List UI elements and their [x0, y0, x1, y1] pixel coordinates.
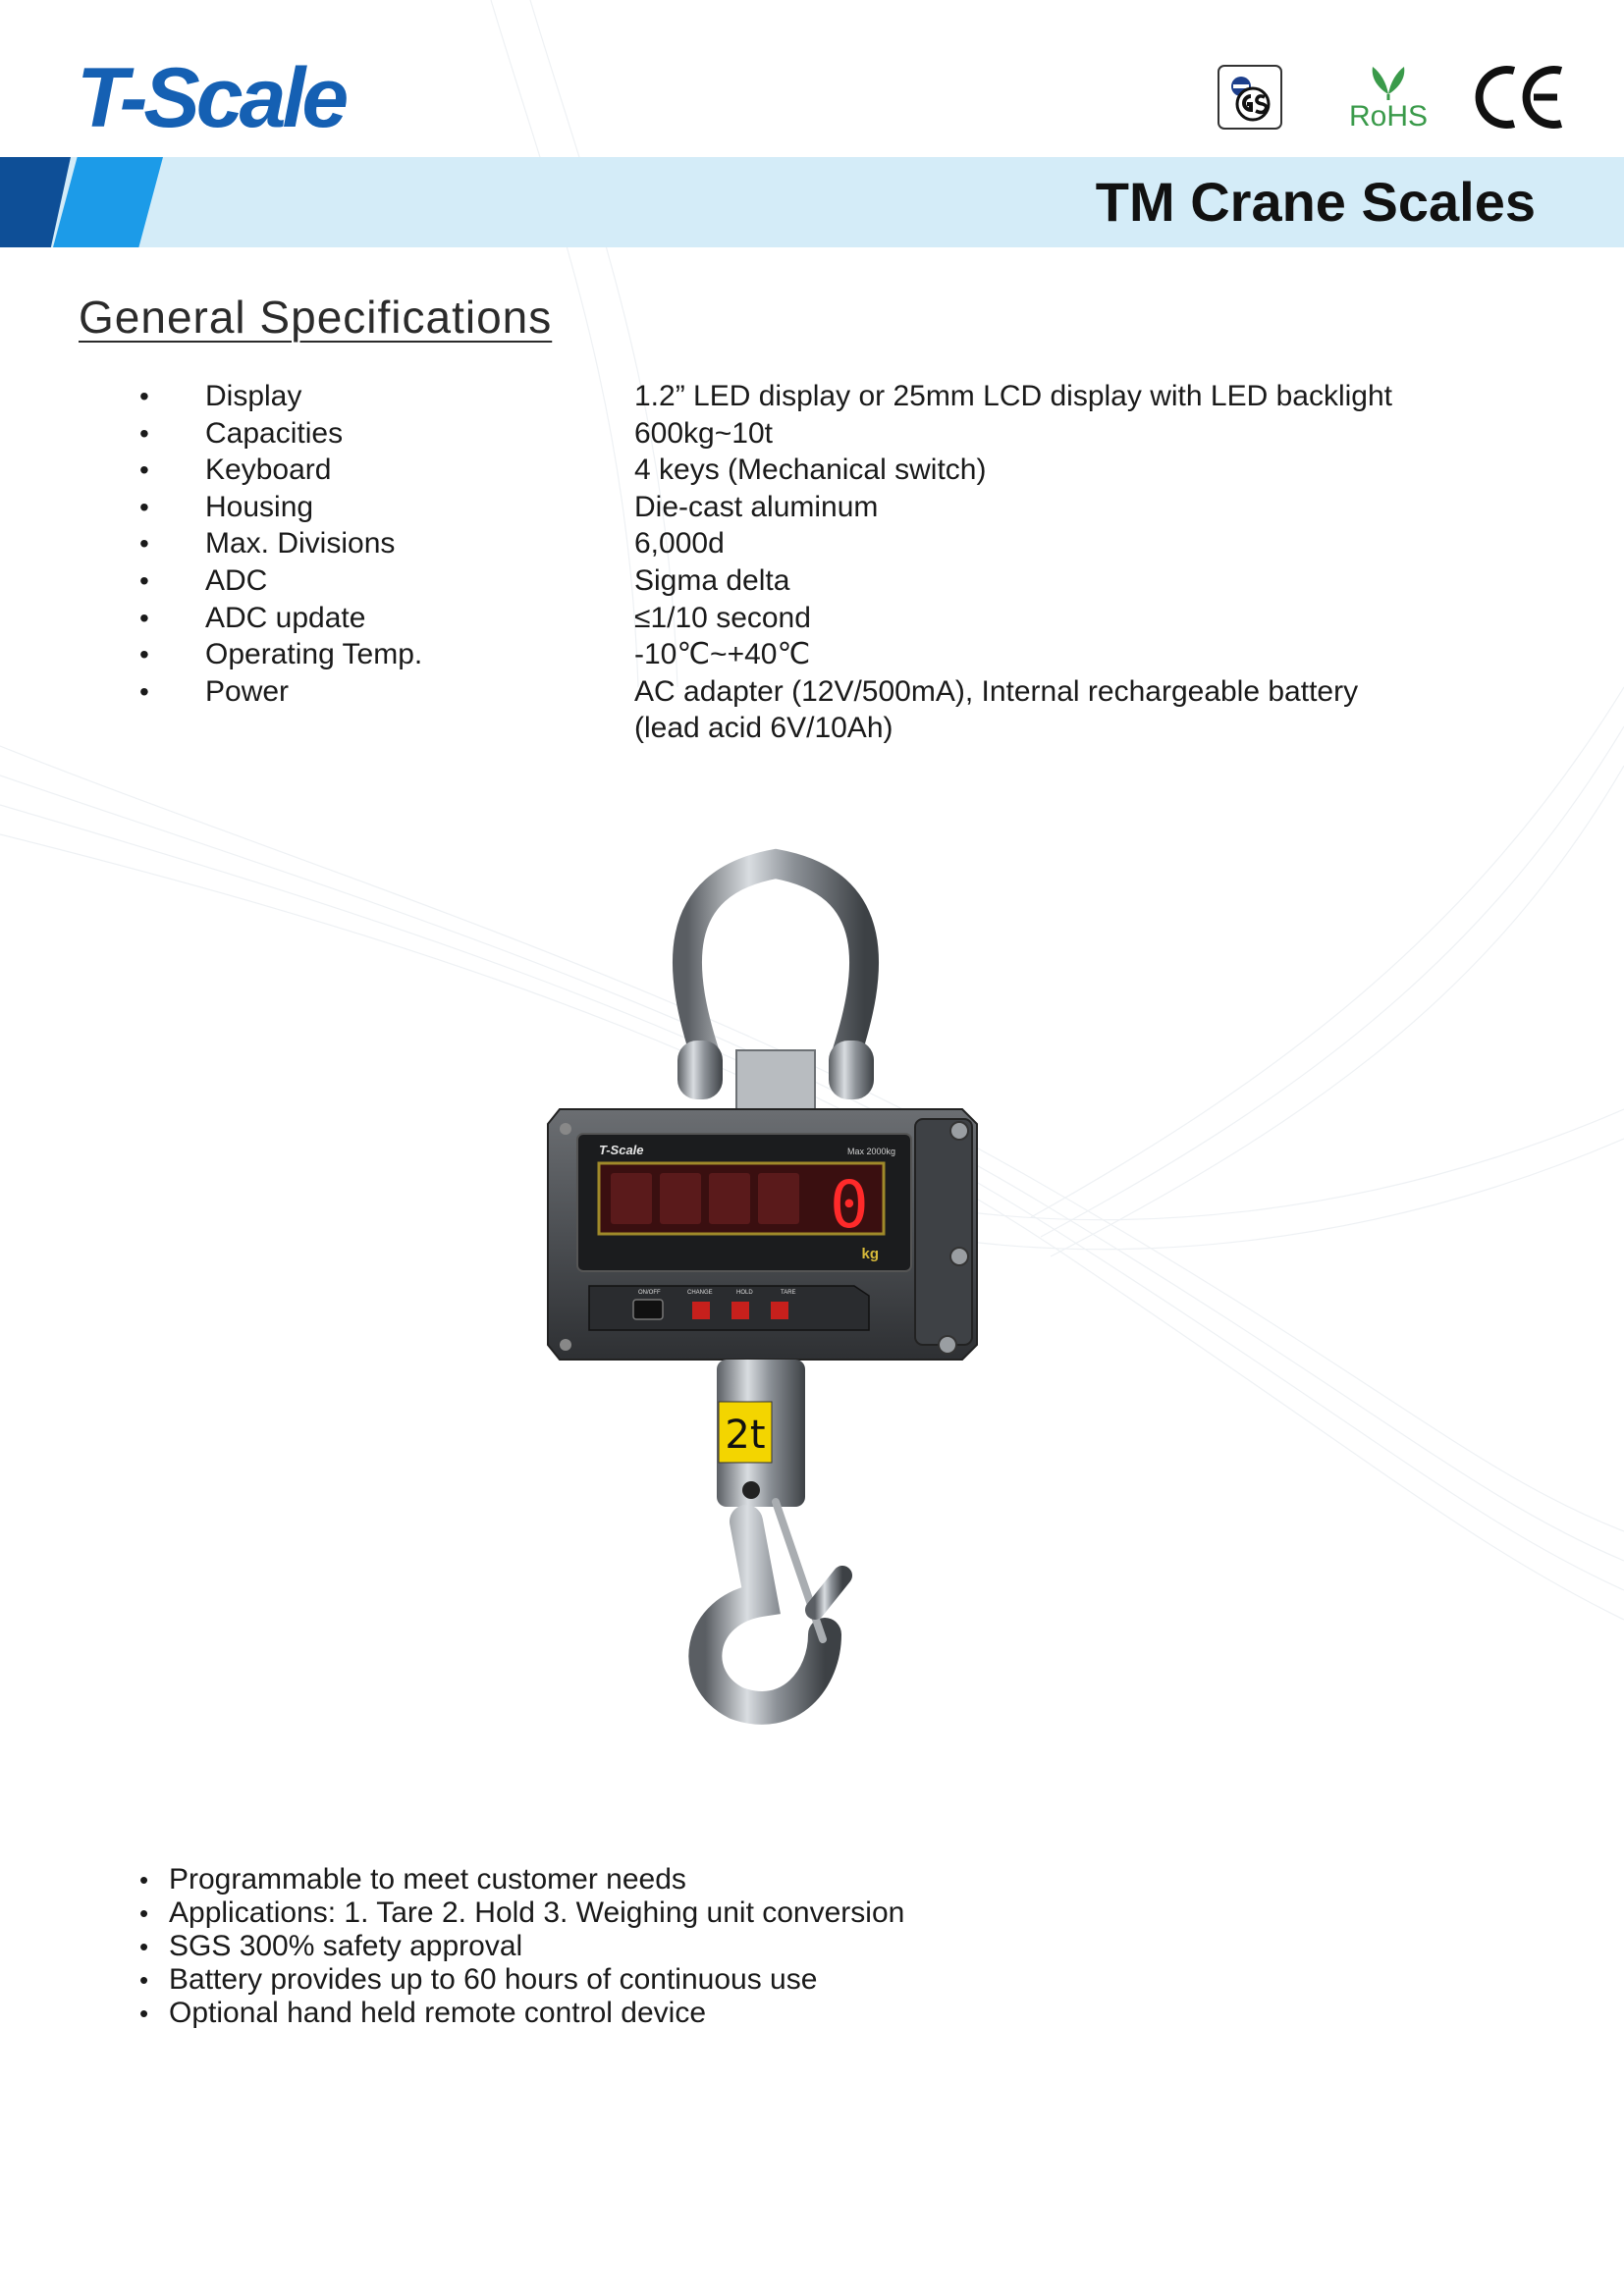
tuv-gs-icon [1218, 65, 1282, 130]
key-label-change: CHANGE [687, 1290, 713, 1296]
spec-value: Sigma delta [634, 563, 790, 597]
key-label-onoff: ON/OFF [638, 1290, 661, 1296]
spec-value: AC adapter (12V/500mA), Internal rechargeable battery (lead acid 6V/10Ah) [634, 674, 1359, 745]
spec-row-display [0, 378, 1624, 415]
spec-label: ADC [205, 563, 268, 597]
bullet: • [139, 675, 149, 707]
spec-value: 6,000d [634, 527, 725, 561]
capacity-tag: 2t [725, 1413, 766, 1458]
feature-text: SGS 300% safety approval [169, 1930, 523, 1962]
hold-key [731, 1302, 749, 1319]
spec-label: Operating Temp. [205, 638, 423, 671]
spec-value: ≤1/10 second [634, 601, 811, 634]
spec-label: Capacities [205, 416, 344, 450]
product-title: TM Crane Scales [1095, 171, 1536, 233]
display-max-capacity: Max 2000kg [846, 1147, 895, 1156]
bullet: • [139, 602, 149, 633]
bullet: • [139, 381, 149, 411]
key-label-hold: HOLD [736, 1290, 753, 1296]
spec-list [0, 378, 1624, 748]
display-reading: 0 [830, 1167, 869, 1243]
spec-row-operating-temp [0, 636, 1624, 673]
tare-key [771, 1302, 788, 1319]
title-banner [0, 157, 1624, 247]
spec-value: 1.2” LED display or 25mm LCD display with LED backlight [634, 380, 1392, 412]
spec-row-power [0, 673, 1624, 748]
spec-label: Housing [205, 490, 314, 523]
ce-mark-icon [1473, 63, 1567, 132]
bullet: • [139, 1932, 149, 1961]
feature-text: Battery provides up to 60 hours of continuous use [169, 1963, 818, 1996]
bullet: • [139, 564, 149, 596]
specs-heading: General Specifications [79, 292, 553, 343]
feature-text: Programmable to meet customer needs [169, 1863, 686, 1896]
bullet: • [139, 1965, 149, 1995]
brand-logo [77, 49, 391, 147]
spec-row-max-divisions [0, 525, 1624, 562]
bullet: • [139, 417, 149, 449]
feature-text: Applications: 1. Tare 2. Hold 3. Weighing unit conversion [169, 1896, 905, 1929]
spec-label: Display [205, 380, 302, 412]
spec-label: Keyboard [205, 454, 332, 487]
spec-row-housing [0, 489, 1624, 526]
spec-value: -10℃~+40℃ [634, 638, 811, 671]
spec-label: ADC update [205, 601, 366, 634]
feature-text: Optional hand held remote control device [169, 1997, 707, 2029]
display-brand: T-Scale [599, 1143, 644, 1157]
bullet: • [139, 528, 149, 560]
bullet: • [139, 1865, 149, 1895]
spec-value: Die-cast aluminum [634, 490, 879, 523]
spec-label: Power [205, 674, 290, 708]
spec-row-adc [0, 562, 1624, 600]
shackle [677, 864, 874, 1139]
spec-label: Max. Divisions [205, 527, 396, 561]
spec-row-capacities [0, 415, 1624, 453]
hook-assembly [705, 1360, 842, 1708]
scale-body [548, 1109, 977, 1360]
crane-scale-image [530, 834, 1001, 1757]
bullet: • [139, 639, 149, 670]
spec-value: 600kg~10t [634, 416, 773, 450]
key-label-tare: TARE [781, 1290, 796, 1296]
spec-row-adc-update [0, 600, 1624, 637]
bullet: • [139, 1898, 149, 1928]
brand-logo-text: T-Scale [77, 51, 346, 145]
bullet: • [139, 491, 149, 522]
rohs-text: RoHS [1348, 100, 1429, 132]
bullet: • [139, 1999, 149, 2028]
rohs-icon [1341, 61, 1435, 132]
display-unit: kg [861, 1246, 879, 1262]
power-switch [633, 1300, 663, 1319]
spec-value: 4 keys (Mechanical switch) [634, 454, 987, 487]
spec-row-keyboard [0, 452, 1624, 489]
bullet: • [139, 454, 149, 486]
change-key [692, 1302, 710, 1319]
